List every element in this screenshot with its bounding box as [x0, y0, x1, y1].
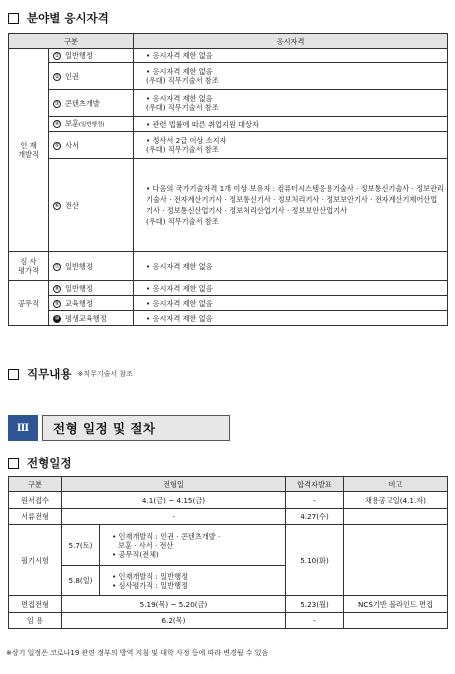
checkbox-square-icon [8, 458, 19, 469]
field-cell: ④ 보훈(일반행정) [49, 117, 134, 132]
written-day2-detail: • 인재개발직 : 일반행정 • 심사평가직 : 일반행정 [100, 566, 286, 596]
header-category: 구분 [9, 477, 62, 492]
table-row [9, 311, 448, 326]
table-row [9, 252, 448, 281]
field-cell: ⑤ 사서 [49, 132, 134, 159]
section-title-schedule: 전형일정 [8, 455, 71, 471]
group-cell: 심 사 평가직 [9, 252, 49, 281]
section-title-duty: 직무내용 ※직무기술서 참조 [8, 366, 133, 382]
field-cell: ③ 콘텐츠개발 [49, 90, 134, 117]
header-result: 합격자발표 [286, 477, 344, 492]
group-cell: 인 재 개발직 [9, 49, 49, 252]
footnote: ※상기 일정은 코로나19 관련 정부의 방역 지침 및 대학 사정 등에 따라 변경될 수 있음 [6, 649, 269, 657]
checkbox-square-icon [8, 369, 19, 380]
qual-cell: • 정사서 2급 이상 소지자 (우대) 직무기술서 참조 [134, 132, 448, 159]
qual-cell: • 응시자격 제한 없음 [134, 311, 448, 326]
field-cell: ⑩ 평생교육행정 [49, 311, 134, 326]
field-cell: ⑥ 전산 [49, 159, 134, 252]
table-row [9, 296, 448, 311]
duty-note: ※직무기술서 참조 [77, 370, 133, 378]
qual-cell: • 응시자격 제한 없음 (우대) 직무기술서 참조 [134, 63, 448, 90]
qual-cell: • 응시자격 제한 없음 [134, 252, 448, 281]
table-row: 필기시험 5.7(토) • 인재개발직 : 인권 · 콘텐츠개발 · 보훈 · 사서 · 전산 • 공무직(전체) 5.10(화) [9, 525, 448, 566]
field-cell: ② 인권 [49, 63, 134, 90]
field-cell: ⑧ 일반행정 [49, 281, 134, 296]
chapter-title: 전형 일정 및 절차 [42, 415, 230, 441]
field-cell: ⑦ 일반행정 [49, 252, 134, 281]
table-row: 5.8(일) • 인재개발직 : 일반행정 • 심사평가직 : 일반행정 [9, 566, 448, 596]
qual-cell: • 관련 법률에 따른 취업지원 대상자 [134, 117, 448, 132]
field-cell: ⑨ 교육행정 [49, 296, 134, 311]
header-note: 비고 [344, 477, 448, 492]
checkbox-square-icon [8, 13, 19, 24]
qual-cell: • 다음의 국가기술자격 1개 이상 보유자 : 컴퓨터시스템응용기술사 · 정보통신기술사 · 정보관리기술사 · 전자계산기기사 · 정보통신기사 · 정보처리기사 · 정보보안기사 · 전자계산기제어산업기사 · 정보통신산업기사 · 정보처리산업기사 · 정보보안산업기사 (우대) 직무기술서 참조 [134, 159, 448, 252]
group-cell: 공무직 [9, 281, 49, 326]
qual-cell: • 응시자격 제한 없음 (우대) 직무기술서 참조 [134, 90, 448, 117]
schedule-table [8, 476, 448, 629]
table-row [9, 281, 448, 296]
table-row [9, 49, 448, 63]
table-row [9, 117, 448, 132]
chapter-number: Ⅲ [8, 415, 38, 441]
field-cell: ① 일반행정 [49, 49, 134, 63]
header-date: 전형일 [62, 477, 286, 492]
qual-cell: • 응시자격 제한 없음 [134, 296, 448, 311]
header-qualification: 응시자격 [134, 34, 448, 49]
table-row [9, 90, 448, 117]
qual-cell: • 응시자격 제한 없음 [134, 281, 448, 296]
chapter-header [8, 415, 230, 441]
qualification-table [8, 33, 448, 326]
table-row: 임 용 6.2(목) - [9, 613, 448, 629]
header-category: 구분 [9, 34, 134, 49]
table-row [9, 159, 448, 252]
table-row: 면접전형 5.19(목) ~ 5.20(금) 5.23(월) NCS기반 블라인드 면접 [9, 596, 448, 613]
qual-cell: • 응시자격 제한 없음 [134, 49, 448, 63]
table-row: 서류전형 - 4.27(수) [9, 509, 448, 525]
written-day1-detail: • 인재개발직 : 인권 · 콘텐츠개발 · 보훈 · 사서 · 전산 • 공무직(전체) [100, 525, 286, 566]
table-row [9, 63, 448, 90]
section-title-qualification: 분야별 응시자격 [8, 10, 109, 26]
table-row [9, 132, 448, 159]
table-row: 원서접수 4.1(금) ~ 4.15(금) - 채용공고일(4.1.자) [9, 492, 448, 509]
